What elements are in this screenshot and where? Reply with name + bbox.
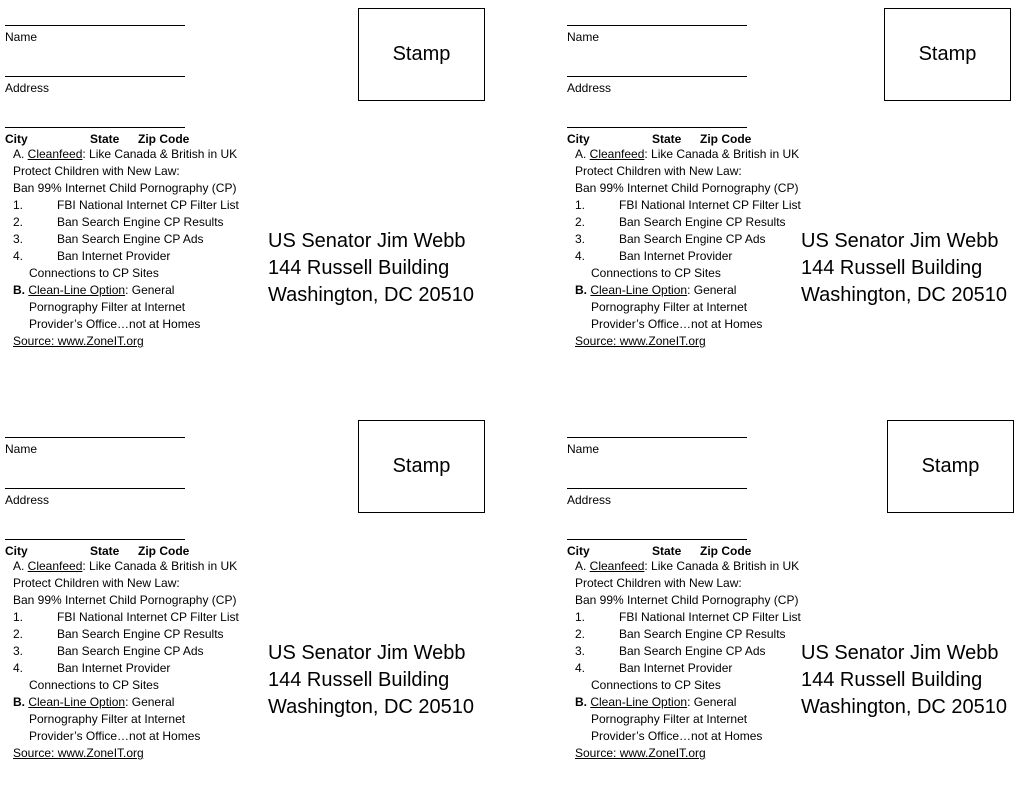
- recipient-address: [268, 228, 474, 309]
- recipient-address: [268, 640, 474, 721]
- list-item: [575, 214, 825, 231]
- recipient-line: 144 Russell Building: [268, 257, 450, 279]
- cleanfeed-line: [575, 146, 825, 163]
- source-link[interactable]: Source: www.ZoneIT.org: [13, 334, 144, 348]
- address-label: Address: [5, 493, 50, 507]
- cleanfeed-line: [13, 558, 263, 575]
- name-label: Name: [5, 442, 38, 456]
- city-state-zip-line: [567, 539, 747, 540]
- option-b-marker: B.: [575, 695, 587, 709]
- name-line: [567, 25, 747, 26]
- state-label: State: [652, 132, 682, 146]
- postcard: [0, 412, 512, 796]
- clean-line-term: Clean-Line Option: [590, 283, 688, 297]
- recipient-address: [801, 640, 1007, 721]
- address-label: Address: [567, 81, 612, 95]
- name-line: [5, 25, 185, 26]
- list-item-text: Ban Search Engine CP Ads: [619, 644, 766, 658]
- list-item-text: Ban Search Engine CP Ads: [57, 644, 204, 658]
- list-item-text: FBI National Internet CP Filter List: [619, 610, 801, 624]
- list-item-text: Ban Search Engine CP Results: [57, 215, 224, 229]
- list-item-number: 2.: [13, 215, 24, 229]
- source-link[interactable]: Source: www.ZoneIT.org: [575, 746, 706, 760]
- list-item-number: 1.: [13, 610, 24, 624]
- stamp-box: [887, 420, 1014, 513]
- list-item: [13, 231, 263, 248]
- city-state-zip-line: [567, 127, 747, 128]
- cleanfeed-term: Cleanfeed: [589, 559, 645, 573]
- clean-line-option-line: [13, 694, 263, 711]
- clean-line-option-line: [13, 282, 263, 299]
- name-line: [567, 437, 747, 438]
- list-item-number: 3.: [13, 232, 24, 246]
- list-item-continuation: Connections to CP Sites: [591, 266, 721, 280]
- list-item-text: Ban Search Engine CP Ads: [619, 232, 766, 246]
- list-item-number: 3.: [575, 232, 586, 246]
- address-line: [5, 488, 185, 489]
- message-line: Provider’s Office…not at Homes: [591, 317, 763, 331]
- list-item-number: 4.: [13, 249, 24, 263]
- list-item: [575, 197, 825, 214]
- recipient-line: Washington, DC 20510: [801, 696, 1008, 718]
- list-item-number: 3.: [575, 644, 586, 658]
- list-item: [13, 626, 263, 643]
- clean-line-term: Clean-Line Option: [590, 695, 688, 709]
- list-item-number: 2.: [575, 627, 586, 641]
- list-item-number: 1.: [575, 610, 586, 624]
- message-line: Ban 99% Internet Child Pornography (CP): [575, 181, 799, 195]
- list-item-number: 2.: [575, 215, 586, 229]
- list-item: [13, 248, 263, 265]
- message-line: Pornography Filter at Internet: [29, 712, 186, 726]
- recipient-line: 144 Russell Building: [801, 257, 983, 279]
- cleanfeed-term: Cleanfeed: [27, 147, 83, 161]
- message-block: [575, 146, 825, 350]
- address-label: Address: [567, 493, 612, 507]
- message-line: Provider’s Office…not at Homes: [29, 317, 201, 331]
- name-label: Name: [567, 442, 600, 456]
- list-item-number: 4.: [575, 661, 586, 675]
- city-state-zip-line: [5, 127, 185, 128]
- list-item: [575, 643, 825, 660]
- recipient-line: US Senator Jim Webb: [801, 230, 999, 252]
- city-label: City: [567, 544, 590, 558]
- address-label: Address: [5, 81, 50, 95]
- list-item-text: Ban Search Engine CP Results: [619, 627, 786, 641]
- list-item: [575, 609, 825, 626]
- list-item-text: Ban Search Engine CP Ads: [57, 232, 204, 246]
- stamp-label: Stamp: [392, 43, 451, 65]
- city-state-zip-line: [5, 539, 185, 540]
- clean-line-term: Clean-Line Option: [28, 695, 126, 709]
- list-item-text: FBI National Internet CP Filter List: [57, 610, 239, 624]
- postcard: [562, 412, 1024, 796]
- list-item-text: Ban Internet Provider: [619, 249, 733, 263]
- zip-code-label: Zip Code: [138, 544, 190, 558]
- cleanfeed-line: [13, 146, 263, 163]
- list-item-number: 3.: [13, 644, 24, 658]
- list-item-text: Ban Search Engine CP Results: [57, 627, 224, 641]
- message-block: [575, 558, 825, 762]
- message-block: [13, 146, 263, 350]
- message-line: Provider’s Office…not at Homes: [29, 729, 201, 743]
- source-link[interactable]: Source: www.ZoneIT.org: [575, 334, 706, 348]
- list-item: [575, 231, 825, 248]
- option-b-marker: B.: [13, 695, 25, 709]
- recipient-line: US Senator Jim Webb: [268, 642, 466, 664]
- postcard: [0, 0, 512, 384]
- option-a-marker: A.: [575, 559, 590, 573]
- stamp-label: Stamp: [921, 455, 980, 477]
- clean-line-desc: : General: [125, 695, 175, 709]
- option-a-marker: A.: [13, 147, 28, 161]
- list-item-text: Ban Internet Provider: [57, 249, 171, 263]
- recipient-line: Washington, DC 20510: [268, 284, 475, 306]
- list-item-continuation: Connections to CP Sites: [591, 678, 721, 692]
- stamp-box: [884, 8, 1011, 101]
- option-a-marker: A.: [13, 559, 28, 573]
- list-item-number: 1.: [575, 198, 586, 212]
- state-label: State: [90, 132, 120, 146]
- list-item: [575, 248, 825, 265]
- postcard: [562, 0, 1024, 384]
- recipient-line: US Senator Jim Webb: [801, 642, 999, 664]
- list-item-continuation: Connections to CP Sites: [29, 266, 159, 280]
- list-item: [13, 643, 263, 660]
- recipient-line: Washington, DC 20510: [268, 696, 475, 718]
- cleanfeed-term: Cleanfeed: [589, 147, 645, 161]
- stamp-label: Stamp: [392, 455, 451, 477]
- message-line: Pornography Filter at Internet: [591, 300, 748, 314]
- cleanfeed-desc: : Like Canada & British in UK: [82, 559, 238, 573]
- clean-line-desc: : General: [687, 695, 737, 709]
- recipient-line: US Senator Jim Webb: [268, 230, 466, 252]
- zip-code-label: Zip Code: [700, 132, 752, 146]
- list-item: [13, 197, 263, 214]
- message-line: Pornography Filter at Internet: [591, 712, 748, 726]
- recipient-line: 144 Russell Building: [801, 669, 983, 691]
- zip-code-label: Zip Code: [138, 132, 190, 146]
- source-link[interactable]: Source: www.ZoneIT.org: [13, 746, 144, 760]
- option-a-marker: A.: [575, 147, 590, 161]
- address-line: [567, 488, 747, 489]
- address-line: [567, 76, 747, 77]
- recipient-address: [801, 228, 1007, 309]
- zip-code-label: Zip Code: [700, 544, 752, 558]
- cleanfeed-desc: : Like Canada & British in UK: [82, 147, 238, 161]
- message-line: Protect Children with New Law:: [13, 576, 180, 590]
- cleanfeed-desc: : Like Canada & British in UK: [644, 147, 800, 161]
- cleanfeed-term: Cleanfeed: [27, 559, 83, 573]
- message-line: Ban 99% Internet Child Pornography (CP): [575, 593, 799, 607]
- list-item: [13, 214, 263, 231]
- message-line: Ban 99% Internet Child Pornography (CP): [13, 593, 237, 607]
- option-b-marker: B.: [13, 283, 25, 297]
- city-label: City: [567, 132, 590, 146]
- stamp-label: Stamp: [918, 43, 977, 65]
- list-item-number: 1.: [13, 198, 24, 212]
- list-item: [13, 609, 263, 626]
- list-item-text: FBI National Internet CP Filter List: [619, 198, 801, 212]
- stamp-box: [358, 420, 485, 513]
- message-line: Protect Children with New Law:: [575, 164, 742, 178]
- message-block: [13, 558, 263, 762]
- clean-line-desc: : General: [687, 283, 737, 297]
- list-item: [575, 660, 825, 677]
- cleanfeed-desc: : Like Canada & British in UK: [644, 559, 800, 573]
- list-item-text: Ban Internet Provider: [619, 661, 733, 675]
- clean-line-desc: : General: [125, 283, 175, 297]
- list-item-text: Ban Search Engine CP Results: [619, 215, 786, 229]
- list-item-text: Ban Internet Provider: [57, 661, 171, 675]
- list-item: [13, 660, 263, 677]
- clean-line-term: Clean-Line Option: [28, 283, 126, 297]
- list-item: [575, 626, 825, 643]
- state-label: State: [652, 544, 682, 558]
- message-line: Ban 99% Internet Child Pornography (CP): [13, 181, 237, 195]
- message-line: Provider’s Office…not at Homes: [591, 729, 763, 743]
- list-item-number: 4.: [575, 249, 586, 263]
- name-label: Name: [567, 30, 600, 44]
- list-item-number: 2.: [13, 627, 24, 641]
- state-label: State: [90, 544, 120, 558]
- recipient-line: 144 Russell Building: [268, 669, 450, 691]
- clean-line-option-line: [575, 694, 825, 711]
- option-b-marker: B.: [575, 283, 587, 297]
- list-item-number: 4.: [13, 661, 24, 675]
- message-line: Pornography Filter at Internet: [29, 300, 186, 314]
- message-line: Protect Children with New Law:: [575, 576, 742, 590]
- address-line: [5, 76, 185, 77]
- recipient-line: Washington, DC 20510: [801, 284, 1008, 306]
- message-line: Protect Children with New Law:: [13, 164, 180, 178]
- stamp-box: [358, 8, 485, 101]
- name-line: [5, 437, 185, 438]
- clean-line-option-line: [575, 282, 825, 299]
- list-item-continuation: Connections to CP Sites: [29, 678, 159, 692]
- city-label: City: [5, 132, 28, 146]
- list-item-text: FBI National Internet CP Filter List: [57, 198, 239, 212]
- name-label: Name: [5, 30, 38, 44]
- cleanfeed-line: [575, 558, 825, 575]
- city-label: City: [5, 544, 28, 558]
